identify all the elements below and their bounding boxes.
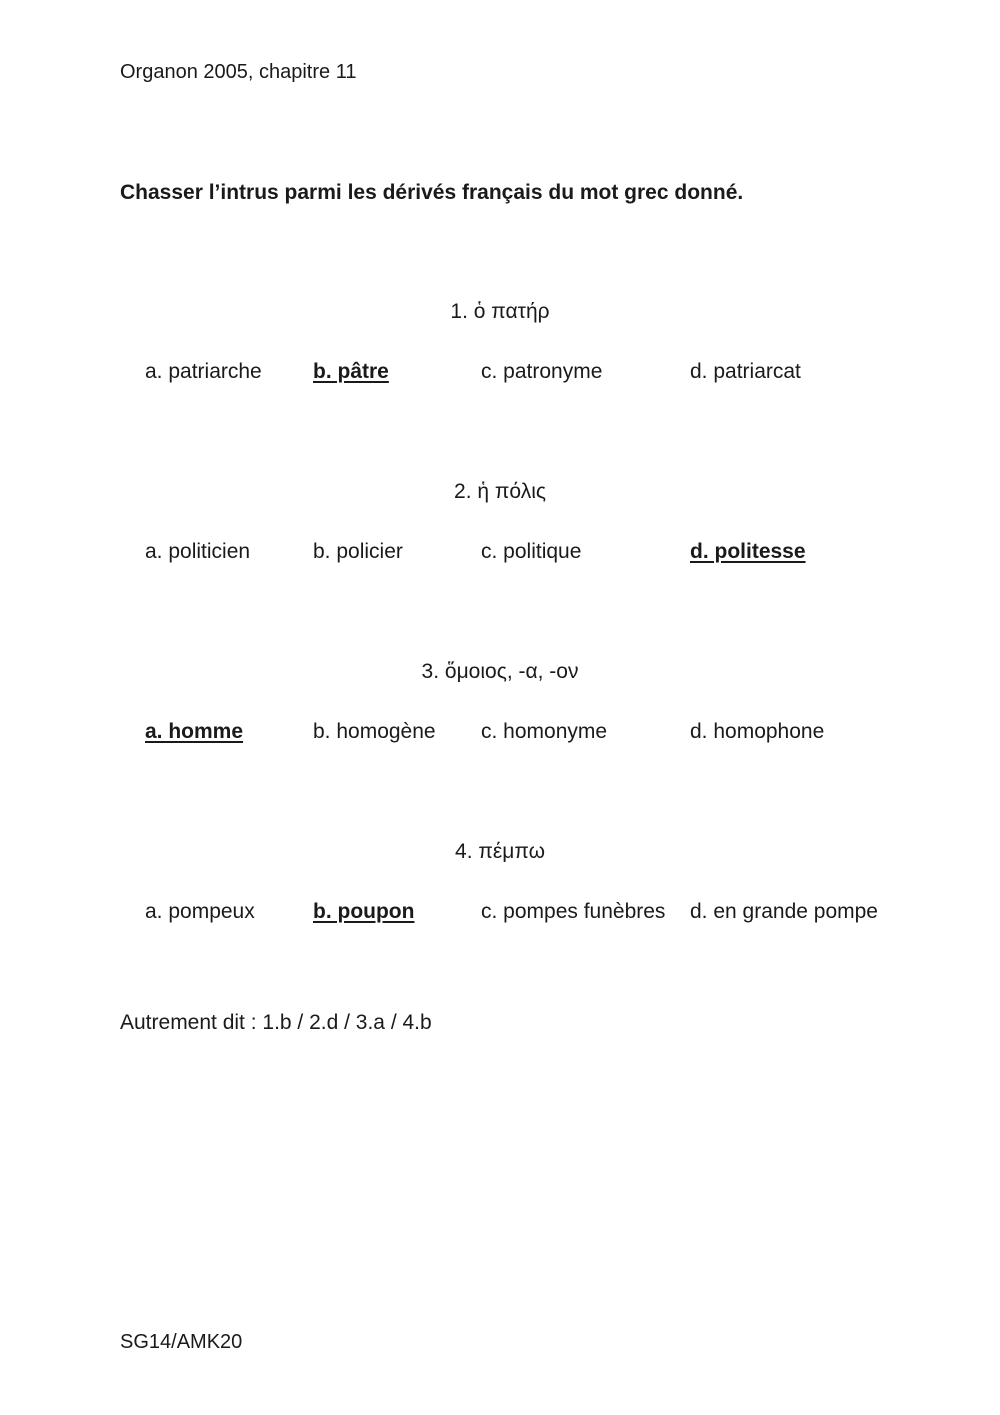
question-3-option-a: a. homme [145, 720, 244, 743]
question-2-option-d: d. politesse [690, 540, 806, 563]
question-1-greek-word: ὁ πατήρ [473, 300, 550, 323]
page-header: Organon 2005, chapitre 11 [120, 61, 357, 83]
question-4-option-d: d. en grande pompe [690, 900, 878, 923]
question-1-option-a: a. patriarche [145, 360, 262, 383]
question-2-option-a: a. politicien [145, 540, 251, 563]
question-4-option-a: a. pompeux [145, 900, 255, 923]
question-4-number: 4. [455, 840, 473, 863]
question-4-option-c: c. pompes funèbres [481, 900, 666, 923]
question-3-option-b: b. homogène [313, 720, 436, 743]
question-3-number: 3. [421, 660, 440, 683]
question-3-options [0, 719, 1000, 747]
question-1-option-b: b. pâtre [313, 360, 389, 383]
question-1-number: 1. [450, 300, 468, 323]
question-3-heading [0, 659, 1000, 684]
question-4-option-b: b. poupon [313, 900, 415, 923]
question-2-option-c: c. politique [481, 540, 582, 563]
question-2-heading [0, 479, 1000, 504]
exercise-title: Chasser l’intrus parmi les dérivés français du mot grec donné. [120, 181, 744, 204]
question-3-option-d: d. homophone [690, 720, 825, 743]
answers-summary: Autrement dit : 1.b / 2.d / 3.a / 4.b [120, 1011, 432, 1034]
question-2-option-b: b. policier [313, 540, 403, 563]
question-2-options [0, 539, 1000, 567]
question-4-heading [0, 839, 1000, 864]
page-footer: SG14/AMK20 [120, 1331, 243, 1353]
question-3-option-c: c. homonyme [481, 720, 608, 743]
question-1-option-c: c. patronyme [481, 360, 603, 383]
question-1-options [0, 359, 1000, 387]
question-3-greek-word: ὅμοιος, -α, -ον [444, 660, 579, 683]
question-1-option-d: d. patriarcat [690, 360, 801, 383]
question-4-greek-word: πέμπω [478, 840, 545, 863]
question-2-number: 2. [454, 480, 472, 503]
question-2-greek-word: ἡ πόλις [477, 480, 546, 503]
question-4-options [0, 899, 1000, 927]
question-1-heading [0, 299, 1000, 324]
